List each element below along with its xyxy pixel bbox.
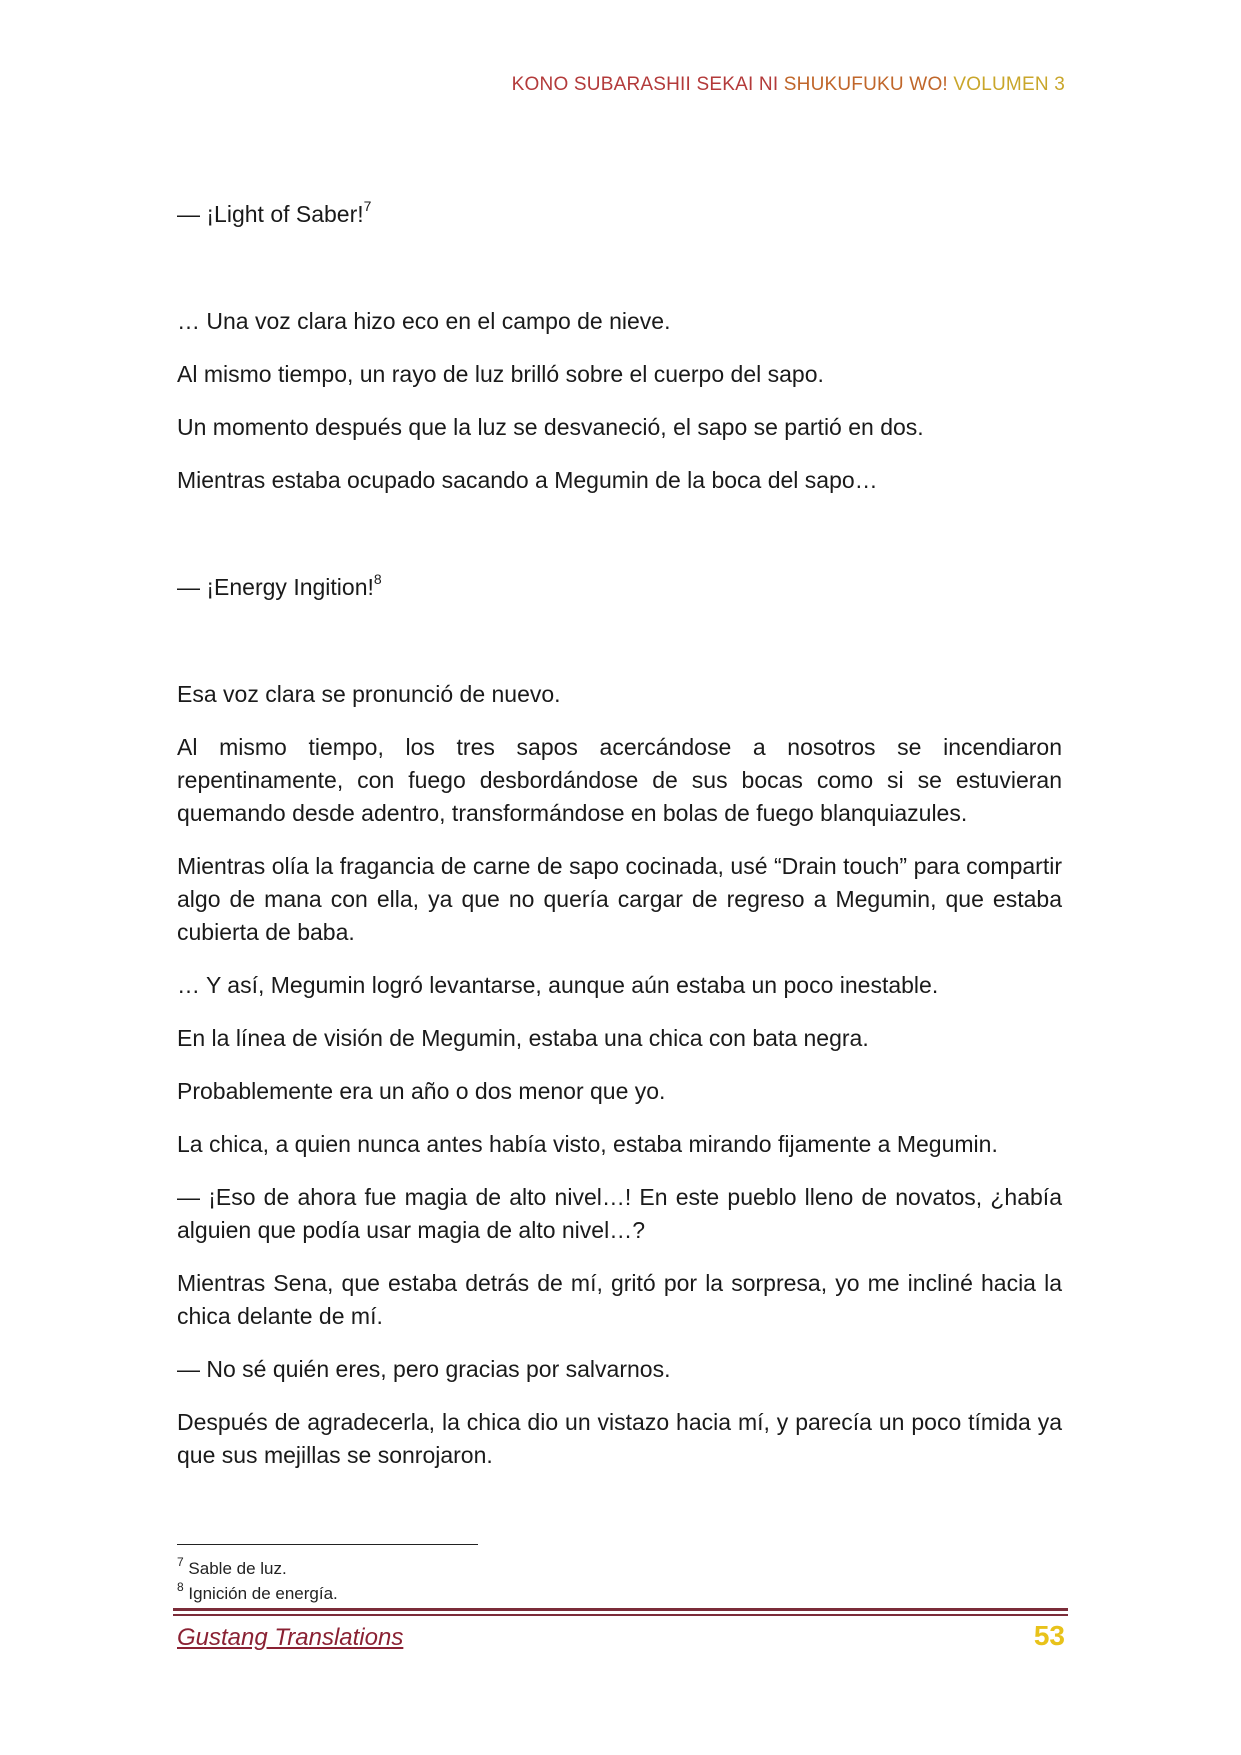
paragraph-7: Esa voz clara se pronunció de nuevo.	[177, 681, 561, 707]
header-part-1: KONO SUBARASHII SEKAI NI	[511, 74, 784, 95]
header-part-2: SHUKUFUKU WO!	[783, 74, 954, 95]
page-number: 53	[1033, 1620, 1065, 1651]
footer-rule-thin	[173, 1614, 1068, 1616]
paragraph-4: Un momento después que la luz se desvaneció, el sapo se partió en dos.	[177, 414, 924, 440]
paragraph-6: — ¡Energy Ingition!$^8$	[177, 571, 382, 600]
footnotes	[177, 1556, 338, 1606]
paragraph-16: — No sé quién eres, pero gracias por salvarnos.	[177, 1356, 671, 1382]
paragraph-1: — ¡Light of Saber!$^7$	[177, 198, 372, 227]
page-body	[177, 198, 1062, 1492]
paragraph-3: Al mismo tiempo, un rayo de luz brilló sobre el cuerpo del sapo.	[177, 361, 824, 387]
footnote-separator	[177, 1544, 478, 1545]
paragraph-15: Mientras Sena, que estaba detrás de mí, gritó por la sorpresa, yo me incliné hacia la chica delante de mí.	[177, 1270, 1062, 1329]
paragraph-5: Mientras estaba ocupado sacando a Megumin de la boca del sapo…	[177, 467, 878, 493]
footnote-7: $^7$ Sable de luz.	[177, 1555, 287, 1578]
footer-rule-thick	[173, 1608, 1068, 1611]
footnote-ref-8[interactable]: 8	[373, 571, 382, 588]
paragraph-11: En la línea de visión de Megumin, estaba una chica con bata negra.	[177, 1025, 869, 1051]
footnote-ref-7[interactable]: 7	[363, 198, 372, 215]
footer-credit-link[interactable]: Gustang Translations	[177, 1624, 404, 1651]
footnote-8: $^8$ Ignición de energía.	[177, 1580, 338, 1603]
paragraph-9: Mientras olía la fragancia de carne de sapo cocinada, usé “Drain touch” para compartir algo de mana con ella, ya que no quería cargar de regreso a Megumin, que estaba cubierta de baba.	[177, 853, 1062, 945]
paragraph-17: Después de agradecerla, la chica dio un vistazo hacia mí, y parecía un poco tímida ya que sus mejillas se sonrojaron.	[177, 1409, 1062, 1468]
paragraph-8: Al mismo tiempo, los tres sapos acercándose a nosotros se incendiaron repentinamente, con fuego desbordándose de sus bocas como si se estuvieran quemando desde adentro, transformándose en bolas de fuego blanquiazules.	[177, 734, 1062, 826]
paragraph-12: Probablemente era un año o dos menor que yo.	[177, 1078, 666, 1104]
paragraph-14: — ¡Eso de ahora fue magia de alto nivel…! En este pueblo lleno de novatos, ¿había alguien que podía usar magia de alto nivel…?	[177, 1184, 1062, 1243]
paragraph-10: … Y así, Megumin logró levantarse, aunque aún estaba un poco inestable.	[177, 972, 939, 998]
paragraph-13: La chica, a quien nunca antes había visto, estaba mirando fijamente a Megumin.	[177, 1131, 998, 1157]
header-part-3: VOLUMEN 3	[953, 74, 1065, 95]
running-header	[512, 74, 1065, 96]
paragraph-2: … Una voz clara hizo eco en el campo de nieve.	[177, 308, 671, 334]
